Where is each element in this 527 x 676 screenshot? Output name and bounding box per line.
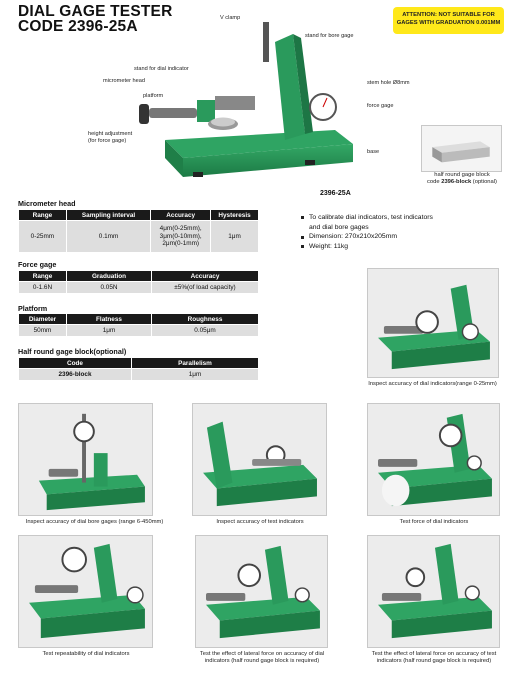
column-header: Diameter xyxy=(19,314,67,325)
block-caption xyxy=(412,172,512,186)
attention-line-2: GAGES WITH GRADUATION 0.001MM xyxy=(396,19,501,26)
micrometer-section-title: Micrometer head xyxy=(18,199,76,208)
label-force-gage: force gage xyxy=(367,103,394,109)
tester-image xyxy=(193,404,326,515)
table-cell: 1μm xyxy=(67,325,152,337)
feature-line: To calibrate dial indicators, test indicators xyxy=(309,214,433,221)
table-header-row xyxy=(19,271,259,282)
caption-line: Test the effect of lateral force on accuracy of dial xyxy=(199,651,325,657)
table-header-row xyxy=(19,358,259,369)
caption-test-force: Test force of dial indicators xyxy=(399,519,469,525)
table-cell: 0.05μm xyxy=(152,325,259,337)
accuracy-line-2: 3μm(0-10mm), xyxy=(159,232,202,240)
table-cell: 1μm xyxy=(211,221,259,253)
caption-repeatability: Test repeatability of dial indicators xyxy=(42,651,130,657)
column-header: Code xyxy=(19,358,132,369)
tester-image xyxy=(196,536,327,647)
platform-section-title: Platform xyxy=(18,304,48,313)
column-header: Accuracy xyxy=(151,210,211,221)
feature-list xyxy=(301,213,433,251)
table-cell xyxy=(151,221,211,253)
title-line-1: DIAL GAGE TESTER xyxy=(18,3,173,20)
table-row xyxy=(19,282,259,294)
block-caption-prefix: code xyxy=(427,179,442,185)
table-cell: 1μm xyxy=(132,369,259,381)
caption-lateral-force-dial xyxy=(186,651,338,665)
block-caption-line-2 xyxy=(412,179,512,186)
table-header-row xyxy=(19,210,259,221)
tester-image xyxy=(368,269,498,377)
caption-line: indicators (half round gage block is required) xyxy=(204,658,320,664)
attention-banner xyxy=(393,7,504,34)
block-section-title: Half round gage block(optional) xyxy=(18,347,127,356)
label-base: base xyxy=(367,149,380,155)
photo-bore-gages xyxy=(18,403,153,516)
model-code: 2396-25A xyxy=(320,190,351,197)
label-micrometer-head: micrometer head xyxy=(103,78,145,84)
label-height-adjustment xyxy=(88,131,132,144)
force-gage-table xyxy=(18,270,259,294)
table-row xyxy=(19,325,259,337)
column-header: Flatness xyxy=(67,314,152,325)
label-v-clamp: V clamp xyxy=(220,15,241,21)
table-row xyxy=(19,221,259,253)
photo-lateral-force-test xyxy=(367,535,500,648)
column-header: Roughness xyxy=(152,314,259,325)
table-cell: 0-25mm xyxy=(19,221,67,253)
photo-lateral-force-dial xyxy=(195,535,328,648)
table-cell: 50mm xyxy=(19,325,67,337)
table-cell: 0.05N xyxy=(67,282,152,294)
block-caption-line-1: half round gage block xyxy=(434,172,490,178)
half-round-block-image xyxy=(422,126,501,171)
label-height-adjustment-1: height adjustment xyxy=(88,131,133,137)
tester-image xyxy=(368,536,499,647)
tester-image xyxy=(368,404,499,515)
label-stand-dial: stand for dial indicator xyxy=(134,66,189,72)
caption-lateral-force-test xyxy=(360,651,508,665)
block-photo xyxy=(421,125,502,172)
column-header: Graduation xyxy=(67,271,152,282)
label-stem-hole: stem hole Ø8mm xyxy=(367,80,410,86)
caption-line: Test the effect of lateral force on accuracy of test xyxy=(371,651,497,657)
photo-repeatability xyxy=(18,535,153,648)
table-row xyxy=(19,369,259,381)
label-stand-bore: stand for bore gage xyxy=(305,33,354,39)
column-header: Range xyxy=(19,271,67,282)
table-cell: 0.1mm xyxy=(66,221,151,253)
block-table xyxy=(18,357,259,381)
column-header: Parallelism xyxy=(132,358,259,369)
table-cell: 0-1.6N xyxy=(19,282,67,294)
caption-test-indicators: Inspect accuracy of test indicators xyxy=(216,519,304,525)
caption-bore-gages: Inspect accuracy of dial bore gages (range 6-450mm) xyxy=(25,519,164,525)
tester-image xyxy=(19,404,152,515)
feature-line: and dial bore gages xyxy=(309,223,369,231)
block-caption-suffix: (optional) xyxy=(471,179,497,185)
micrometer-table xyxy=(18,209,259,253)
accuracy-line-1: 4μm(0-25mm), xyxy=(159,225,202,233)
accuracy-line-3: 2μm(0-1mm) xyxy=(162,240,200,248)
column-header: Sampling interval xyxy=(66,210,151,221)
force-gage-section-title: Force gage xyxy=(18,260,57,269)
caption-dial-indicators: Inspect accuracy of dial indicators(range 0-25mm) xyxy=(368,381,497,387)
table-cell: ±5%(of load capacity) xyxy=(152,282,259,294)
column-header: Hysteresis xyxy=(211,210,259,221)
column-header: Range xyxy=(19,210,67,221)
label-height-adjustment-2: (for force gage) xyxy=(88,137,127,144)
title-line-2: CODE 2396-25A xyxy=(18,18,138,35)
photo-test-force xyxy=(367,403,500,516)
photo-test-indicators xyxy=(192,403,327,516)
table-cell: 2396-block xyxy=(19,369,132,381)
block-caption-code: 2396-block xyxy=(441,179,472,185)
photo-dial-indicators xyxy=(367,268,499,378)
platform-table xyxy=(18,313,259,337)
tester-image xyxy=(19,536,152,647)
list-item xyxy=(301,213,433,232)
column-header: Accuracy xyxy=(152,271,259,282)
table-header-row xyxy=(19,314,259,325)
caption-line: indicators (half round gage block is required) xyxy=(376,658,492,664)
label-platform: platform xyxy=(143,93,164,99)
list-item: Weight: 11kg xyxy=(301,242,433,252)
attention-line-1: ATTENTION: NOT SUITABLE FOR xyxy=(402,12,495,18)
list-item: Dimension: 270x210x205mm xyxy=(301,232,433,242)
